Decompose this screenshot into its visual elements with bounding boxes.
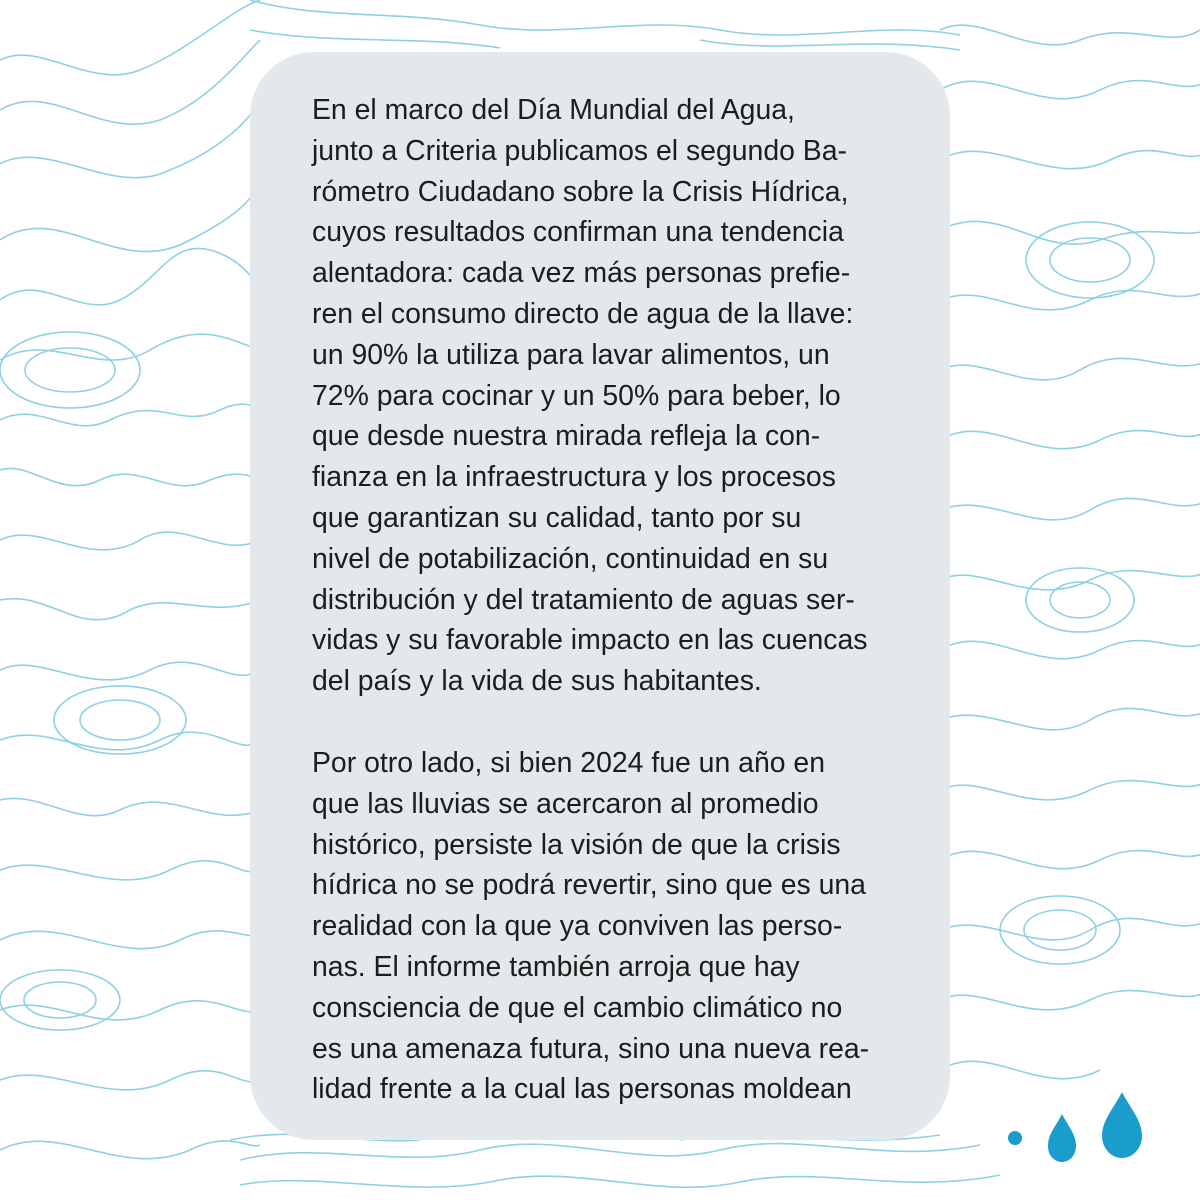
medium-drop-icon	[1048, 1114, 1076, 1162]
text-line: vidas y su favorable impacto en las cuencas	[312, 624, 868, 657]
text-line: junto a Criteria publicamos el segundo Ba-	[312, 134, 847, 167]
paragraph-2	[312, 743, 900, 1110]
text-line: hídrica no se podrá revertir, sino que es una	[312, 869, 866, 902]
text-line: que desde nuestra mirada refleja la con-	[312, 420, 821, 453]
small-drop-icon	[1008, 1131, 1022, 1145]
text-line: 72% para cocinar y un 50% para beber, lo	[312, 379, 841, 412]
text-line: nas. El informe también arroja que hay	[312, 950, 800, 983]
text-card	[250, 52, 950, 1140]
text-line: consciencia de que el cambio climático no	[312, 991, 843, 1024]
text-line: distribución y del tratamiento de aguas ser-	[312, 583, 855, 616]
text-line: que las lluvias se acercaron al promedio	[312, 787, 819, 820]
paragraph-gap	[312, 702, 900, 743]
text-line: un 90% la utiliza para lavar alimentos, un	[312, 338, 830, 371]
text-line: que garantizan su calidad, tanto por su	[312, 501, 802, 534]
water-drops-icon	[1000, 1088, 1160, 1184]
text-line: cuyos resultados confirman una tendencia	[312, 216, 844, 249]
text-line: rómetro Ciudadano sobre la Crisis Hídrica,	[312, 175, 849, 208]
text-line: realidad con la que ya conviven las perso-	[312, 910, 843, 943]
text-line: alentadora: cada vez más personas prefie-	[312, 257, 851, 290]
large-drop-icon	[1102, 1092, 1142, 1158]
text-line: Por otro lado, si bien 2024 fue un año en	[312, 746, 825, 779]
text-line: ren el consumo directo de agua de la llave:	[312, 297, 854, 330]
text-line: del país y la vida de sus habitantes.	[312, 665, 762, 698]
paragraph-1	[312, 90, 900, 702]
text-line: histórico, persiste la visión de que la crisis	[312, 828, 841, 861]
text-line: En el marco del Día Mundial del Agua,	[312, 94, 795, 126]
text-line: lidad frente a la cual las personas moldean	[312, 1073, 852, 1106]
text-line: es una amenaza futura, sino una nueva rea-	[312, 1032, 870, 1065]
text-line: nivel de potabilización, continuidad en su	[312, 542, 829, 575]
text-line: fianza en la infraestructura y los procesos	[312, 461, 836, 494]
